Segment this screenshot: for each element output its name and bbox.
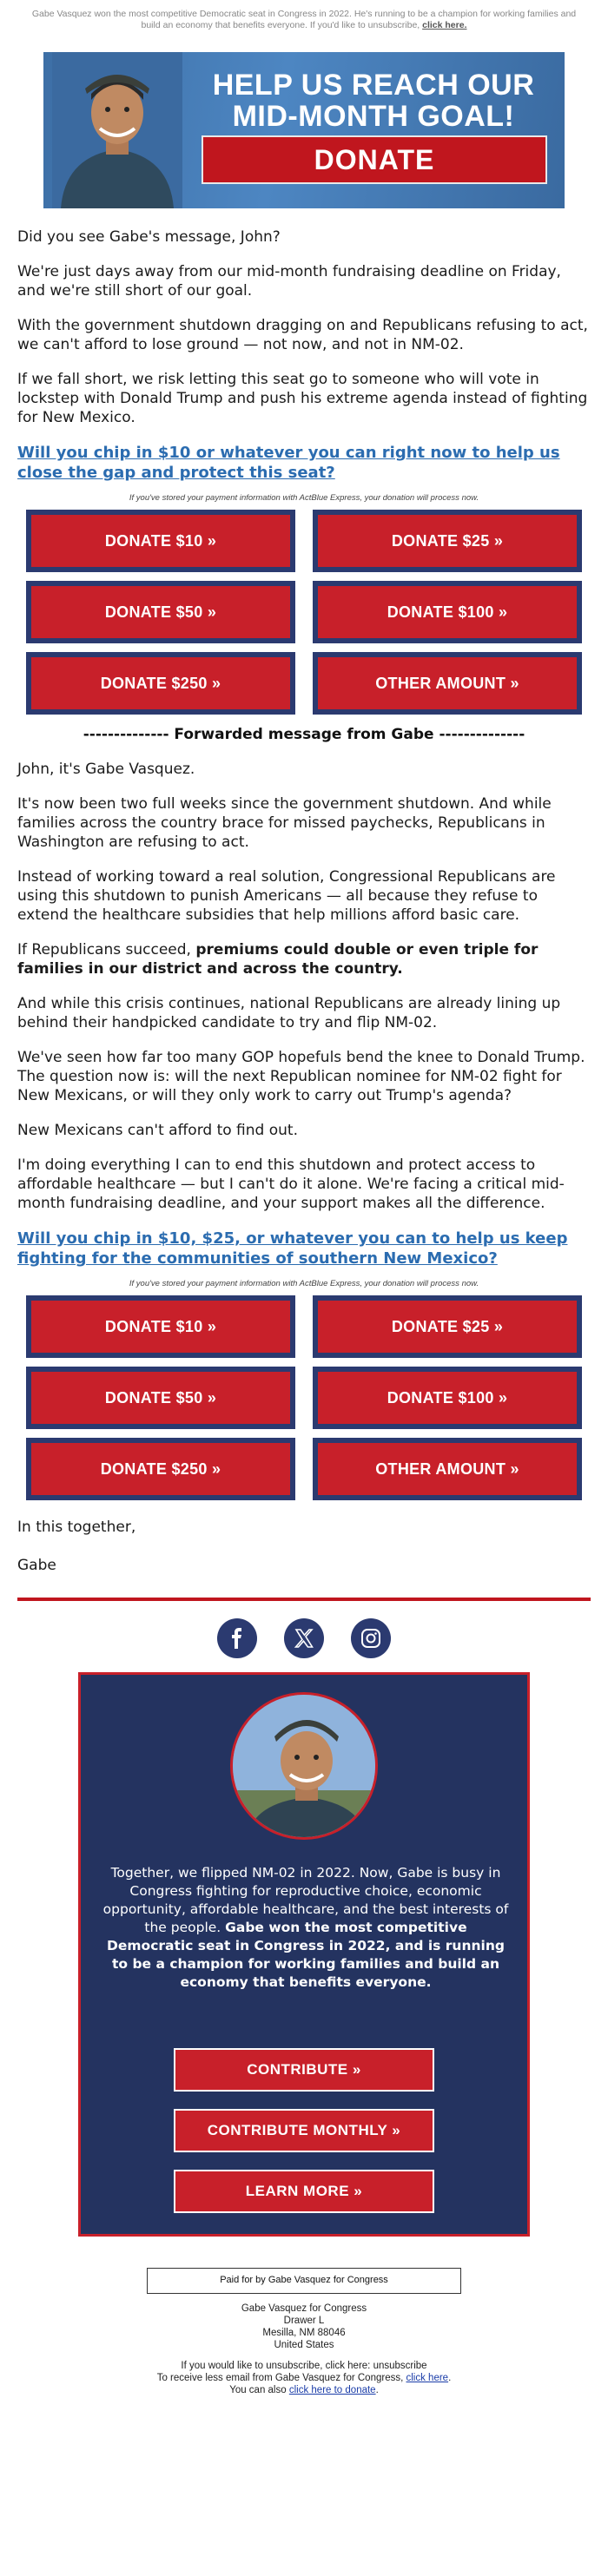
donate-100-button[interactable] bbox=[313, 581, 582, 643]
donate-50-button[interactable] bbox=[26, 581, 295, 643]
donate-50-button[interactable] bbox=[26, 1367, 295, 1429]
donate-25-button[interactable] bbox=[313, 1295, 582, 1358]
hero-headline-line2: MID-MONTH GOAL! bbox=[232, 100, 515, 133]
section-divider bbox=[17, 1598, 591, 1601]
preheader bbox=[26, 0, 582, 36]
intro-paragraph-3: If we fall short, we risk letting this seat go to someone who will vote in lockstep with Donald Trump and push his extreme agenda instead of fighting for New Mexico. bbox=[17, 371, 588, 426]
donate-100-label: DONATE $100 » bbox=[318, 1372, 577, 1424]
instagram-icon[interactable] bbox=[351, 1618, 391, 1658]
other-amount-label: OTHER AMOUNT » bbox=[318, 657, 577, 709]
donate-25-label: DONATE $25 » bbox=[318, 515, 577, 567]
paid-for-disclaimer: Paid for by Gabe Vasquez for Congress bbox=[147, 2268, 461, 2294]
donation-ask-link-1[interactable]: Will you chip in $10 or whatever you can right now to help us close the gap and protect this seat? bbox=[17, 444, 560, 482]
donate-10-button[interactable] bbox=[26, 510, 295, 572]
contribute-monthly-button[interactable]: CONTRIBUTE MONTHLY » bbox=[174, 2109, 434, 2152]
hero-donate-button[interactable]: DONATE bbox=[202, 135, 547, 184]
intro-paragraph-2: With the government shutdown dragging on and Republicans refusing to act, we can't afford to lose ground — not now, and not in NM-02. bbox=[17, 317, 588, 353]
signature: Gabe bbox=[17, 1557, 56, 1574]
forwarded-paragraph-8: I'm doing everything I can to end this shutdown and protect access to affordable healthcare — but I can't do it alone. We're facing a critical mid-month fundraising deadline, and your support makes all the difference. bbox=[17, 1156, 565, 1212]
candidate-photo bbox=[52, 52, 182, 208]
actblue-note-2: If you've stored your payment information with ActBlue Express, your donation will process now. bbox=[129, 1279, 479, 1288]
candidate-bio bbox=[102, 1864, 510, 1992]
less-email-line: To receive less email from Gabe Vasquez for Congress, click here. bbox=[156, 2373, 452, 2383]
address-line-4: United States bbox=[274, 2340, 334, 2350]
mailing-address bbox=[0, 2303, 608, 2351]
donate-10-label: DONATE $10 » bbox=[31, 515, 290, 567]
other-amount-button[interactable] bbox=[313, 652, 582, 715]
footer-links bbox=[0, 2360, 608, 2396]
donate-50-label: DONATE $50 » bbox=[31, 1372, 290, 1424]
donate-also-link[interactable]: click here to donate bbox=[288, 2385, 376, 2395]
candidate-card bbox=[78, 1672, 530, 2237]
other-amount-label: OTHER AMOUNT » bbox=[318, 1443, 577, 1495]
less-email-link[interactable]: click here bbox=[406, 2373, 449, 2383]
address-line-2: Drawer L bbox=[283, 2316, 325, 2326]
forwarded-paragraph-5: And while this crisis continues, national Republicans are already lining up behind their handpicked candidate to try and flip NM-02. bbox=[17, 995, 561, 1031]
forwarded-header: -------------- Forwarded message from Gabe -------------- bbox=[83, 726, 525, 743]
address-line-3: Mesilla, NM 88046 bbox=[262, 2328, 346, 2338]
bio-text: Together, we flipped NM-02 in 2022. Now, Gabe is busy in Congress fighting for reproductive choice, economic opportunity, affordable healthcare, and the best interests of the people. bbox=[102, 1865, 509, 1935]
contribute-button[interactable]: CONTRIBUTE » bbox=[174, 2048, 434, 2092]
donate-50-label: DONATE $50 » bbox=[31, 586, 290, 638]
donate-also-text: You can also bbox=[229, 2385, 289, 2395]
intro-paragraph-1: We're just days away from our mid-month fundraising deadline on Friday, and we're still short of our goal. bbox=[17, 263, 561, 300]
donate-250-label: DONATE $250 » bbox=[31, 1443, 290, 1495]
social-links bbox=[0, 1618, 608, 1658]
preheader-unsubscribe-link[interactable]: click here. bbox=[422, 20, 467, 30]
greeting: Did you see Gabe's message, John? bbox=[17, 228, 281, 246]
forwarded-paragraph-4-bold: premiums could double or even triple for families in our district and across the country. bbox=[17, 941, 539, 978]
forwarded-paragraph-4-start: If Republicans succeed, bbox=[17, 941, 196, 959]
forwarded-paragraph-1: John, it's Gabe Vasquez. bbox=[17, 761, 195, 778]
facebook-icon[interactable] bbox=[217, 1618, 257, 1658]
forwarded-paragraph-6: We've seen how far too many GOP hopefuls bend the knee to Donald Trump. The question now is: will the next Republican nominee for NM-02 fight for New Mexicans, or will they only work to carry out Trump's agenda? bbox=[17, 1049, 585, 1104]
forwarded-paragraph-2: It's now been two full weeks since the government shutdown. And while families across the country brace for missed paychecks, Republicans in Washington are refusing to act. bbox=[17, 795, 552, 851]
hero-headline-line1: HELP US REACH OUR bbox=[212, 69, 535, 102]
donate-25-label: DONATE $25 » bbox=[318, 1301, 577, 1353]
donate-also-line: You can also click here to donate. bbox=[229, 2385, 379, 2395]
donate-25-button[interactable] bbox=[313, 510, 582, 572]
donate-250-label: DONATE $250 » bbox=[31, 657, 290, 709]
forwarded-paragraph-7: New Mexicans can't afford to find out. bbox=[17, 1122, 298, 1139]
email-body bbox=[17, 227, 591, 1575]
learn-more-button[interactable]: LEARN MORE » bbox=[174, 2170, 434, 2213]
hero-headline bbox=[200, 69, 547, 132]
donate-100-label: DONATE $100 » bbox=[318, 586, 577, 638]
donate-grid-1 bbox=[26, 510, 591, 715]
address-line-1: Gabe Vasquez for Congress bbox=[241, 2303, 367, 2314]
donate-250-button[interactable] bbox=[26, 1438, 295, 1500]
donate-10-button[interactable] bbox=[26, 1295, 295, 1358]
forwarded-paragraph-3: Instead of working toward a real solution, Congressional Republicans are using this shutdown to punish Americans — all because they refuse to extend the healthcare subsidies that help millions afford basic care. bbox=[17, 868, 556, 924]
bio-bold-text: Gabe won the most competitive Democratic seat in Congress in 2022, and is running to be a champion for working families and build an economy that benefits everyone. bbox=[107, 1920, 505, 1990]
x-icon[interactable] bbox=[284, 1618, 324, 1658]
hero-banner[interactable] bbox=[43, 52, 565, 208]
other-amount-button[interactable] bbox=[313, 1438, 582, 1500]
donation-ask-link-2[interactable]: Will you chip in $10, $25, or whatever you can to help us keep fighting for the communities of southern New Mexico? bbox=[17, 1229, 568, 1268]
donate-100-button[interactable] bbox=[313, 1367, 582, 1429]
donate-10-label: DONATE $10 » bbox=[31, 1301, 290, 1353]
donate-grid-2 bbox=[26, 1295, 591, 1500]
unsubscribe-line[interactable]: If you would like to unsubscribe, click here: unsubscribe bbox=[181, 2361, 427, 2371]
signoff: In this together, bbox=[17, 1519, 136, 1536]
donate-250-button[interactable] bbox=[26, 652, 295, 715]
candidate-portrait bbox=[230, 1692, 378, 1840]
preheader-text: Gabe Vasquez won the most competitive Democratic seat in Congress in 2022. He's running to be a champion for working families and build an economy that benefits everyone. If you'd like to unsubscribe, bbox=[31, 9, 577, 30]
less-email-text: To receive less email from Gabe Vasquez for Congress, bbox=[156, 2373, 406, 2383]
forwarded-paragraph-4 bbox=[17, 940, 591, 978]
actblue-note-1: If you've stored your payment information with ActBlue Express, your donation will process now. bbox=[129, 493, 479, 503]
